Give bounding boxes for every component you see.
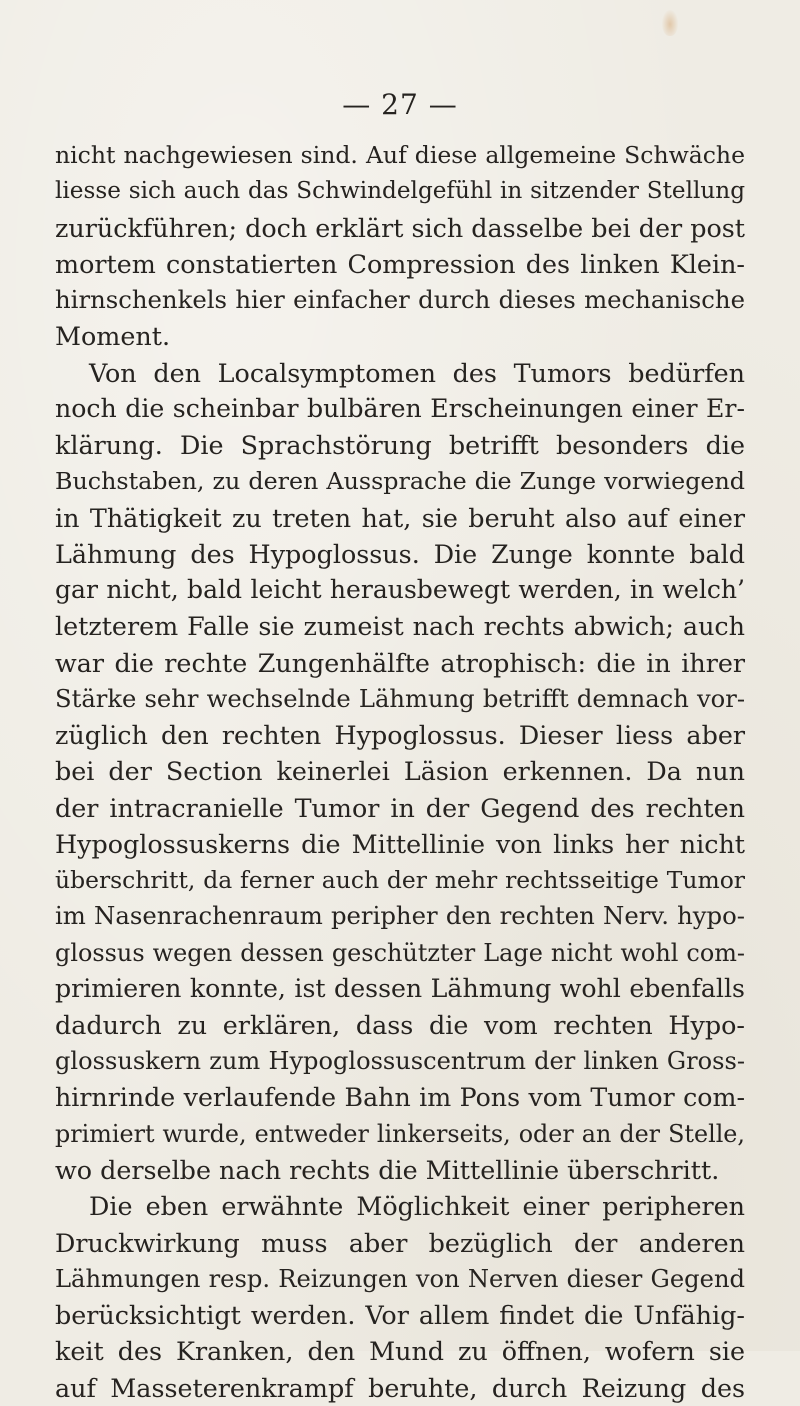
text-line: dadurch zu erklären, dass die vom rechten Hypo-: [55, 1010, 745, 1040]
text-line: liesse sich auch das Schwindelgefühl in sitzender Stellung: [55, 178, 745, 205]
text-line: Buchstaben, zu deren Aussprache die Zunge vorwiegend: [55, 467, 745, 496]
text-line: mortem constatierten Compression des linken Klein-: [55, 248, 745, 279]
text-line: überschritt, da ferner auch der mehr rechtsseitige Tumor: [55, 866, 745, 894]
body-text: [55, 137, 745, 1406]
text-line: primiert wurde, entweder linkerseits, oder an der Stelle,: [55, 1119, 745, 1148]
text-line: glossuskern zum Hypoglossuscentrum der linken Gross-: [55, 1047, 745, 1076]
text-line: im Nasenrachenraum peripher den rechten Nerv. hypo-: [55, 901, 745, 931]
text-line: noch die scheinbar bulbären Erscheinungen einer Er-: [55, 393, 745, 423]
text-line: keit des Kranken, den Mund zu öffnen, wofern sie: [55, 1336, 745, 1367]
text-line: züglich den rechten Hypoglossus. Dieser liess aber: [55, 720, 745, 750]
text-line: Stärke sehr wechselnde Lähmung betrifft demnach vor-: [55, 684, 745, 713]
text-line: Von den Localsymptomen des Tumors bedürfen: [89, 357, 745, 388]
text-line: zurückführen; doch erklärt sich dasselbe bei der post: [55, 212, 745, 243]
text-line: Lähmungen resp. Reizungen von Nerven dieser Gegend: [55, 1264, 745, 1293]
text-line: bei der Section keinerlei Läsion erkennen. Da nun: [55, 756, 745, 787]
text-line: in Thätigkeit zu treten hat, sie beruht also auf einer: [55, 502, 745, 533]
page-number: — 27 —: [342, 88, 458, 121]
text-line: klärung. Die Sprachstörung betrifft besonders die: [55, 430, 745, 460]
text-line: der intracranielle Tumor in der Gegend des rechten: [55, 792, 745, 823]
text-line: Moment.: [55, 321, 171, 352]
text-line: berücksichtigt werden. Vor allem findet die Unfähig-: [55, 1300, 745, 1330]
text-line: Lähmung des Hypoglossus. Die Zunge konnte bald: [55, 538, 745, 569]
text-line: glossus wegen dessen geschützter Lage nicht wohl com-: [55, 938, 745, 967]
text-line: wo derselbe nach rechts die Mittellinie überschritt.: [55, 1155, 720, 1185]
text-line: Die eben erwähnte Möglichkeit einer peripheren: [89, 1191, 745, 1222]
text-line: Druckwirkung muss aber bezüglich der anderen: [55, 1227, 745, 1258]
text-line: hirnschenkels hier einfacher durch dieses mechanische: [55, 285, 745, 314]
text-line: gar nicht, bald leicht herausbewegt werden, in welch’: [55, 575, 745, 604]
text-line: hirnrinde verlaufende Bahn im Pons vom Tumor com-: [55, 1082, 745, 1112]
text-line: primieren konnte, ist dessen Lähmung wohl ebenfalls: [55, 973, 745, 1003]
text-line: nicht nachgewiesen sind. Auf diese allgemeine Schwäche: [55, 141, 745, 169]
text-line: war die rechte Zungenhälfte atrophisch: die in ihrer: [55, 647, 745, 678]
paper-stain: [662, 10, 678, 36]
text-line: letzterem Falle sie zumeist nach rechts abwich; auch: [55, 611, 745, 642]
text-line: Hypoglossuskerns die Mittellinie von links her nicht: [55, 828, 745, 859]
text-line: auf Masseterenkrampf beruhte, durch Reizung des: [55, 1372, 745, 1403]
